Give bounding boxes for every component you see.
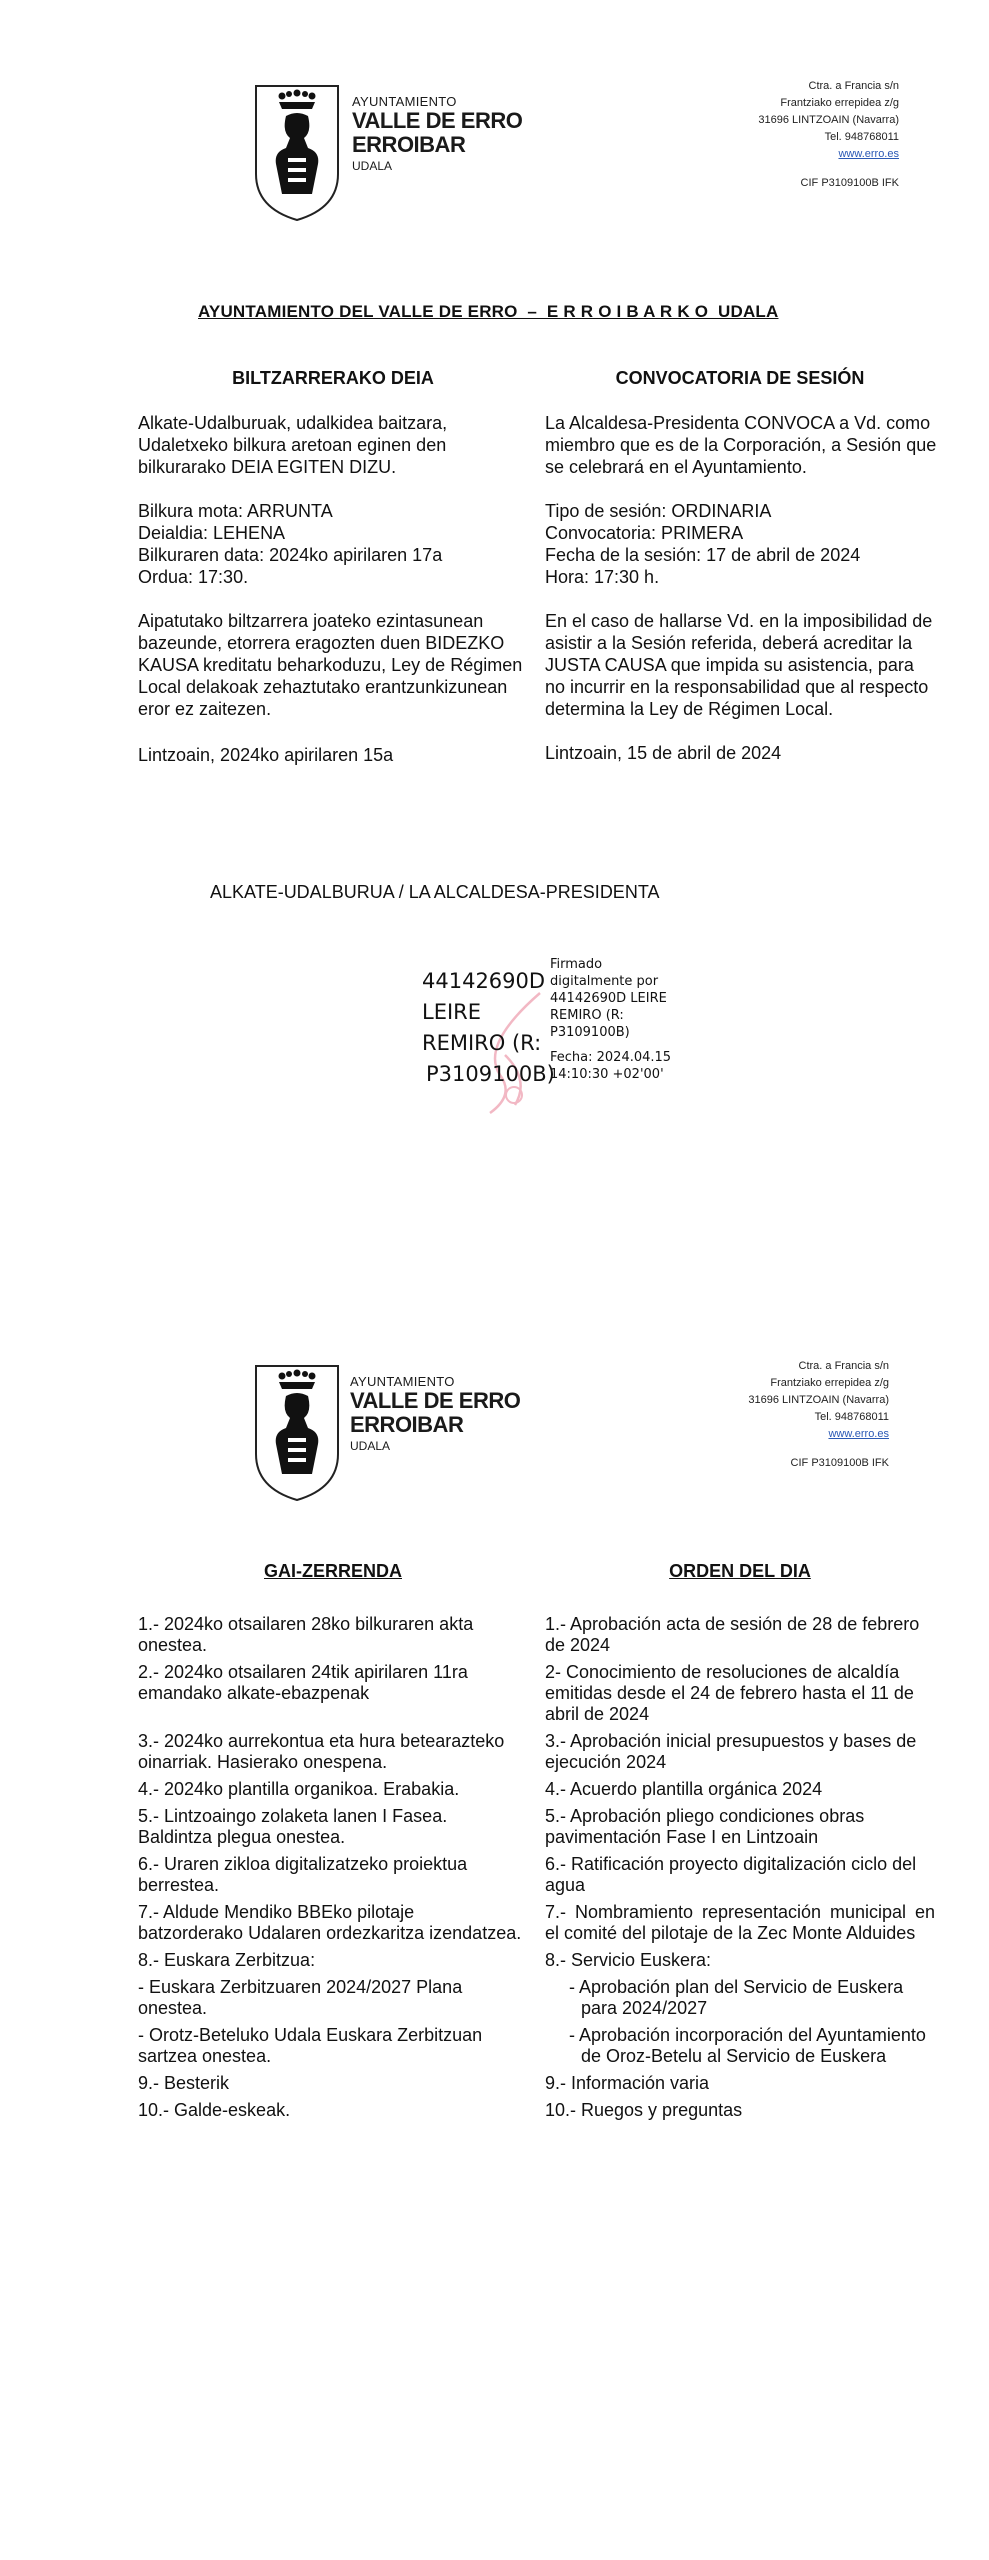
sig-detail-4: REMIRO (R: [550, 1008, 624, 1023]
coat-of-arms-icon [252, 82, 342, 222]
left-heading: BILTZARRERAKO DEIA [232, 368, 434, 388]
agenda-es-item-8: 8.- Servicio Euskera: [545, 1950, 712, 1970]
sig-detail-7: 14:10:30 +02'00' [550, 1067, 664, 1082]
address-phone: Tel. 948768011 [814, 1411, 889, 1423]
coat-of-arms-icon [252, 1362, 342, 1502]
agenda-es-heading: ORDEN DEL DIA [669, 1561, 811, 1581]
logo-line-1: AYUNTAMIENTO [350, 1374, 455, 1389]
logo-line-1: AYUNTAMIENTO [352, 94, 457, 109]
cif-number: CIF P3109100B IFK [790, 1457, 889, 1469]
agenda-es-item-8b: - Aprobación incorporación del Ayuntamiento de Oroz-Betelu al Servicio de Euskera [569, 2025, 926, 2066]
right-notice: En el caso de hallarse Vd. en la imposibilidad de asistir a la Sesión referida, deberá acreditar la JUSTA CAUSA que impida su asistencia, para no incurrir en la responsabilidad que al respecto determina la Ley de Régimen Local. [545, 611, 933, 719]
address-phone: Tel. 948768011 [824, 131, 899, 143]
sig-detail-6: Fecha: 2024.04.15 [550, 1050, 672, 1065]
contact-address [679, 78, 899, 192]
digital-signature-details [550, 956, 671, 1083]
address-line-3: 31696 LINTZOAIN (Navarra) [748, 1394, 889, 1406]
right-session-type: Tipo de sesión: ORDINARIA [545, 501, 772, 521]
agenda-es-item-7: 7.- Nombramiento representación municipal en el comité del pilotaje de la Zec Monte Alduides [545, 1902, 935, 1943]
website-link[interactable]: www.erro.es [828, 1428, 889, 1440]
sig-detail-3: 44142690D LEIRE [550, 991, 667, 1006]
right-column-text [545, 412, 937, 764]
right-call: Convocatoria: PRIMERA [545, 523, 744, 543]
left-call: Deialdia: LEHENA [138, 523, 286, 543]
logo-line-2: VALLE DE ERRO [350, 1388, 521, 1413]
agenda-eu-item-6: 6.- Uraren zikloa digitalizatzeko proiektua berrestea. [138, 1854, 468, 1895]
left-place-date: Lintzoain, 2024ko apirilaren 15a [138, 745, 394, 765]
left-session-type: Bilkura mota: ARRUNTA [138, 501, 333, 521]
logo-line-2: VALLE DE ERRO [352, 108, 523, 133]
agenda-es-item-1: 1.- Aprobación acta de sesión de 28 de febrero de 2024 [545, 1614, 920, 1655]
left-time: Ordua: 17:30. [138, 567, 249, 587]
municipal-logo-2 [252, 1362, 342, 1507]
agenda-eu-heading: GAI-ZERRENDA [264, 1561, 402, 1581]
logo-line-3: ERROIBAR [350, 1412, 464, 1437]
agenda-es-item-2: 2- Conocimiento de resoluciones de alcaldía emitidas desde el 24 de febrero hasta el 11 de abril de 2024 [545, 1662, 914, 1724]
agenda-eu-item-1: 1.- 2024ko otsailaren 28ko bilkuraren akta onestea. [138, 1614, 474, 1655]
sig-detail-1: Firmado [550, 957, 603, 972]
address-line-2: Frantziako errepidea z/g [770, 1377, 889, 1389]
agenda-eu-item-8b: - Orotz-Beteluko Udala Euskara Zerbitzuan sartzea onestea. [138, 2025, 483, 2066]
left-date: Bilkuraren data: 2024ko apirilaren 17a [138, 545, 443, 565]
address-line-2: Frantziako errepidea z/g [780, 97, 899, 109]
sig-detail-5: P3109100B) [550, 1025, 630, 1040]
left-notice: Aipatutako biltzarrera joateko ezintasunean bazeunde, etorrera eragozten duen BIDEZKO KAUSA kreditatu beharkoduzu, Ley de Régimen Local delakoak zehaztutako erantzunkizunean eror ez zaitezen. [138, 611, 523, 719]
right-time: Hora: 17:30 h. [545, 567, 660, 587]
signatory-role: ALKATE-UDALBURUA / LA ALCALDESA-PRESIDENTA [210, 882, 660, 902]
agenda-es-item-8a: - Aprobación plan del Servicio de Euskera para 2024/2027 [569, 1977, 904, 2018]
agenda-es-item-10: 10.- Ruegos y preguntas [545, 2100, 743, 2120]
agenda-es-item-9: 9.- Información varia [545, 2073, 710, 2093]
signature-name-block [422, 966, 555, 1090]
contact-address-2 [669, 1358, 889, 1472]
agenda-es-item-5: 5.- Aprobación pliego condiciones obras pavimentación Fase I en Lintzoain [545, 1806, 865, 1847]
agenda-eu-item-2: 2.- 2024ko otsailaren 24tik apirilaren 11ra emandako alkate-ebazpenak [138, 1662, 468, 1703]
municipal-name-2 [350, 1374, 520, 1453]
agenda-eu-item-8: 8.- Euskara Zerbitzua: [138, 1950, 316, 1970]
municipal-name [352, 94, 522, 173]
agenda-eu-item-4: 4.- 2024ko plantilla organikoa. Erabakia. [138, 1779, 460, 1799]
address-line-1: Ctra. a Francia s/n [798, 1360, 889, 1372]
signature-line-3: REMIRO (R: [422, 1031, 542, 1055]
agenda-eu-item-9: 9.- Besterik [138, 2073, 230, 2093]
left-intro: Alkate-Udalburuak, udalkidea baitzara, Udaletxeko bilkura aretoan eginen den bilkurarako DEIA EGITEN DIZU. [138, 413, 448, 477]
address-line-1: Ctra. a Francia s/n [808, 80, 899, 92]
agenda-eu-item-8a: - Euskara Zerbitzuaren 2024/2027 Plana onestea. [138, 1977, 463, 2018]
agenda-es-item-6: 6.- Ratificación proyecto digitalización ciclo del agua [545, 1854, 917, 1895]
right-intro: La Alcaldesa-Presidenta CONVOCA a Vd. como miembro que es de la Corporación, a Sesión que se celebrará en el Ayuntamiento. [545, 413, 937, 477]
document-title: AYUNTAMIENTO DEL VALLE DE ERRO – E R R O I B A R K O UDALA [198, 302, 779, 321]
agenda-eu-item-3: 3.- 2024ko aurrekontua eta hura betearazteko oinarriak. Hasierako onespena. [138, 1731, 505, 1772]
agenda-eu-item-5: 5.- Lintzoaingo zolaketa lanen I Fasea. Baldintza plegua onestea. [138, 1806, 448, 1847]
right-heading: CONVOCATORIA DE SESIÓN [615, 368, 865, 388]
signature-line-2: LEIRE [422, 1000, 482, 1024]
logo-line-4: UDALA [352, 159, 393, 173]
agenda-es-item-3: 3.- Aprobación inicial presupuestos y bases de ejecución 2024 [545, 1731, 917, 1772]
right-place-date: Lintzoain, 15 de abril de 2024 [545, 743, 782, 763]
cif-number: CIF P3109100B IFK [800, 177, 899, 189]
municipal-logo [252, 82, 342, 227]
agenda-es-list [545, 1614, 935, 2127]
agenda-es-item-4: 4.- Acuerdo plantilla orgánica 2024 [545, 1779, 823, 1799]
sig-detail-2: digitalmente por [550, 974, 659, 989]
signature-line-1: 44142690D [422, 969, 546, 993]
logo-line-4: UDALA [350, 1439, 391, 1453]
website-link[interactable]: www.erro.es [838, 148, 899, 160]
agenda-eu-list [138, 1614, 523, 2127]
agenda-eu-item-7: 7.- Aldude Mendiko BBEko pilotaje batzorderako Udalaren ordezkaritza izendatzea. [138, 1902, 522, 1943]
right-date: Fecha de la sesión: 17 de abril de 2024 [545, 545, 861, 565]
address-line-3: 31696 LINTZOAIN (Navarra) [758, 114, 899, 126]
signature-line-4: P3109100B) [426, 1062, 555, 1086]
left-column-text [138, 412, 528, 766]
logo-line-3: ERROIBAR [352, 132, 466, 157]
agenda-eu-item-10: 10.- Galde-eskeak. [138, 2100, 291, 2120]
